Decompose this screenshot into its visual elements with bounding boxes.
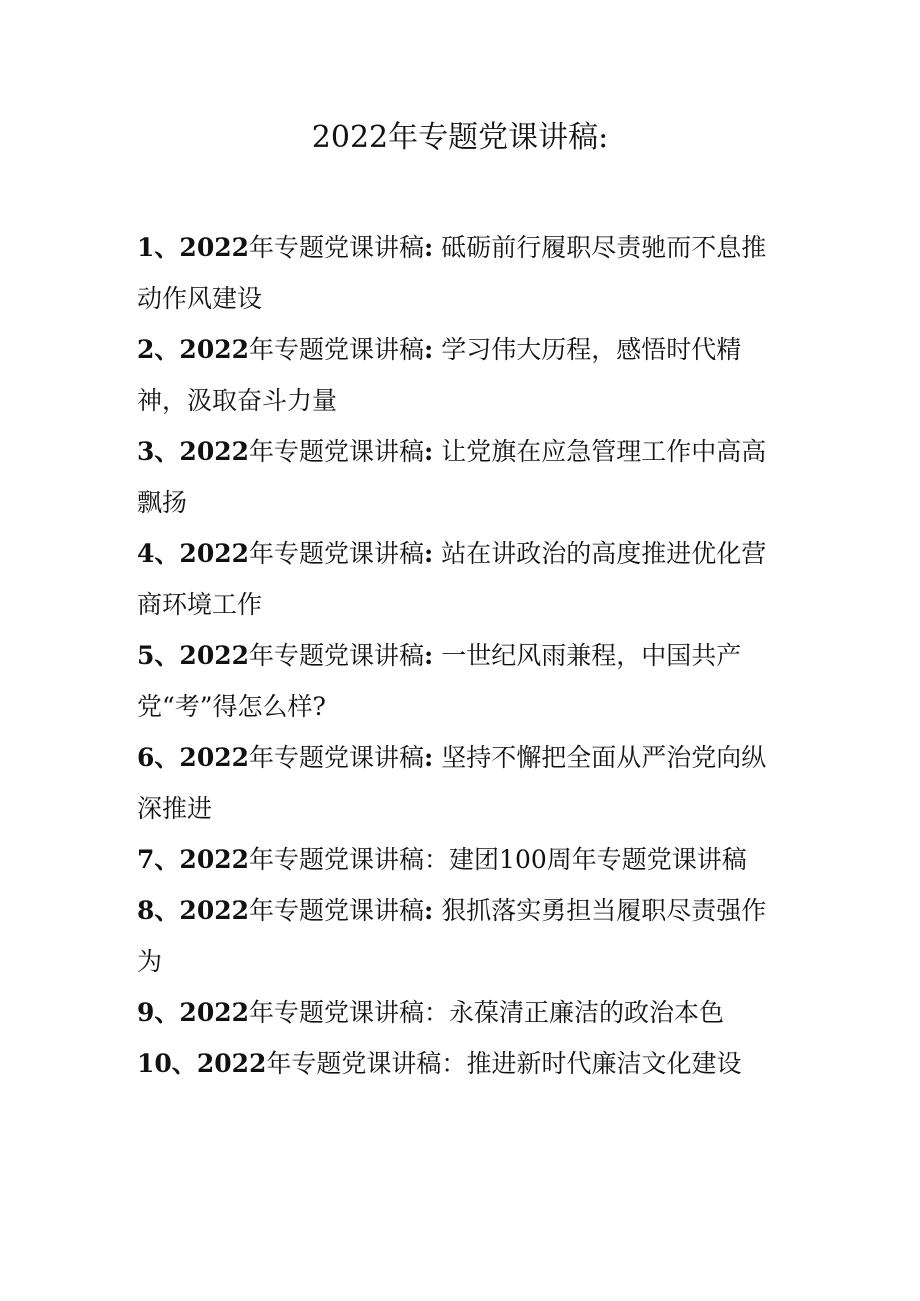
item-colon: : — [424, 233, 434, 262]
list-item: 9、2022年专题党课讲稿：永葆清正廉洁的政治本色 — [137, 998, 725, 1027]
item-year: 2022 — [179, 335, 250, 364]
item-text: 狠抓落实勇担当履职尽责强作为 — [137, 896, 767, 976]
item-year: 2022 — [179, 437, 250, 466]
item-year: 2022 — [179, 845, 250, 874]
item-colon: ： — [441, 1049, 467, 1078]
item-year: 2022 — [179, 743, 250, 772]
item-text: 让党旗在应急管理工作中高高飘扬 — [137, 437, 767, 517]
item-year: 2022 — [179, 233, 250, 262]
item-text: 推进新时代廉洁文化建设 — [466, 1049, 742, 1078]
item-colon: ： — [424, 845, 450, 874]
item-prefix: 年专题党课讲稿 — [266, 1049, 442, 1078]
item-colon: : — [424, 896, 434, 925]
item-text: 永葆清正廉洁的政治本色 — [449, 998, 725, 1027]
item-prefix: 年专题党课讲稿 — [249, 233, 425, 262]
item-year: 2022 — [179, 896, 250, 925]
item-prefix: 年专题党课讲稿 — [249, 896, 425, 925]
list-item: 6、2022年专题党课讲稿: 坚持不懈把全面从严治党向纵深推进 — [137, 743, 767, 823]
item-number: 7 — [137, 845, 155, 874]
item-year: 2022 — [179, 641, 250, 670]
list-item: 4、2022年专题党课讲稿: 站在讲政治的高度推进优化营商环境工作 — [137, 539, 767, 619]
item-text: 站在讲政治的高度推进优化营商环境工作 — [137, 539, 767, 619]
item-number: 5 — [137, 641, 155, 670]
list-item: 5、2022年专题党课讲稿: 一世纪风雨兼程，中国共产党“考”得怎么样? — [137, 641, 742, 721]
item-text: 建团100周年专题党课讲稿 — [449, 845, 747, 874]
item-colon: : — [424, 539, 434, 568]
item-number: 2 — [137, 335, 155, 364]
item-year: 2022 — [196, 1049, 267, 1078]
item-year: 2022 — [179, 539, 250, 568]
item-prefix: 年专题党课讲稿 — [249, 641, 425, 670]
list-item: 8、2022年专题党课讲稿: 狠抓落实勇担当履职尽责强作为 — [137, 896, 767, 976]
item-number: 9 — [137, 998, 155, 1027]
item-number: 10 — [137, 1049, 172, 1078]
item-colon: : — [424, 743, 434, 772]
list-item: 3、2022年专题党课讲稿: 让党旗在应急管理工作中高高飘扬 — [137, 437, 767, 517]
item-number: 4 — [137, 539, 155, 568]
item-number: 6 — [137, 743, 155, 772]
item-prefix: 年专题党课讲稿 — [249, 335, 425, 364]
item-number: 3 — [137, 437, 155, 466]
item-colon: ： — [424, 998, 450, 1027]
item-prefix: 年专题党课讲稿 — [249, 743, 425, 772]
item-text: 砥砺前行履职尽责驰而不息推动作风建设 — [137, 233, 767, 313]
item-prefix: 年专题党课讲稿 — [249, 998, 425, 1027]
item-prefix: 年专题党课讲稿 — [249, 845, 425, 874]
item-text: 学习伟大历程，感悟时代精神，汲取奋斗力量 — [137, 335, 742, 415]
item-colon: : — [424, 641, 434, 670]
item-list — [137, 222, 787, 1089]
document-title: 2022年专题党课讲稿: — [311, 120, 609, 155]
item-text: 坚持不懈把全面从严治党向纵深推进 — [137, 743, 767, 823]
item-number: 1 — [137, 233, 155, 262]
list-item: 10、2022年专题党课讲稿：推进新时代廉洁文化建设 — [137, 1049, 742, 1078]
item-year: 2022 — [179, 998, 250, 1027]
item-text: 一世纪风雨兼程，中国共产党“考”得怎么样? — [137, 641, 742, 721]
item-prefix: 年专题党课讲稿 — [249, 437, 425, 466]
list-item: 2、2022年专题党课讲稿: 学习伟大历程，感悟时代精神，汲取奋斗力量 — [137, 335, 742, 415]
list-item: 7、2022年专题党课讲稿：建团100周年专题党课讲稿 — [137, 845, 747, 874]
list-item: 1、2022年专题党课讲稿: 砥砺前行履职尽责驰而不息推动作风建设 — [137, 233, 767, 313]
item-number: 8 — [137, 896, 155, 925]
item-colon: : — [424, 437, 434, 466]
item-prefix: 年专题党课讲稿 — [249, 539, 425, 568]
item-colon: : — [424, 335, 434, 364]
